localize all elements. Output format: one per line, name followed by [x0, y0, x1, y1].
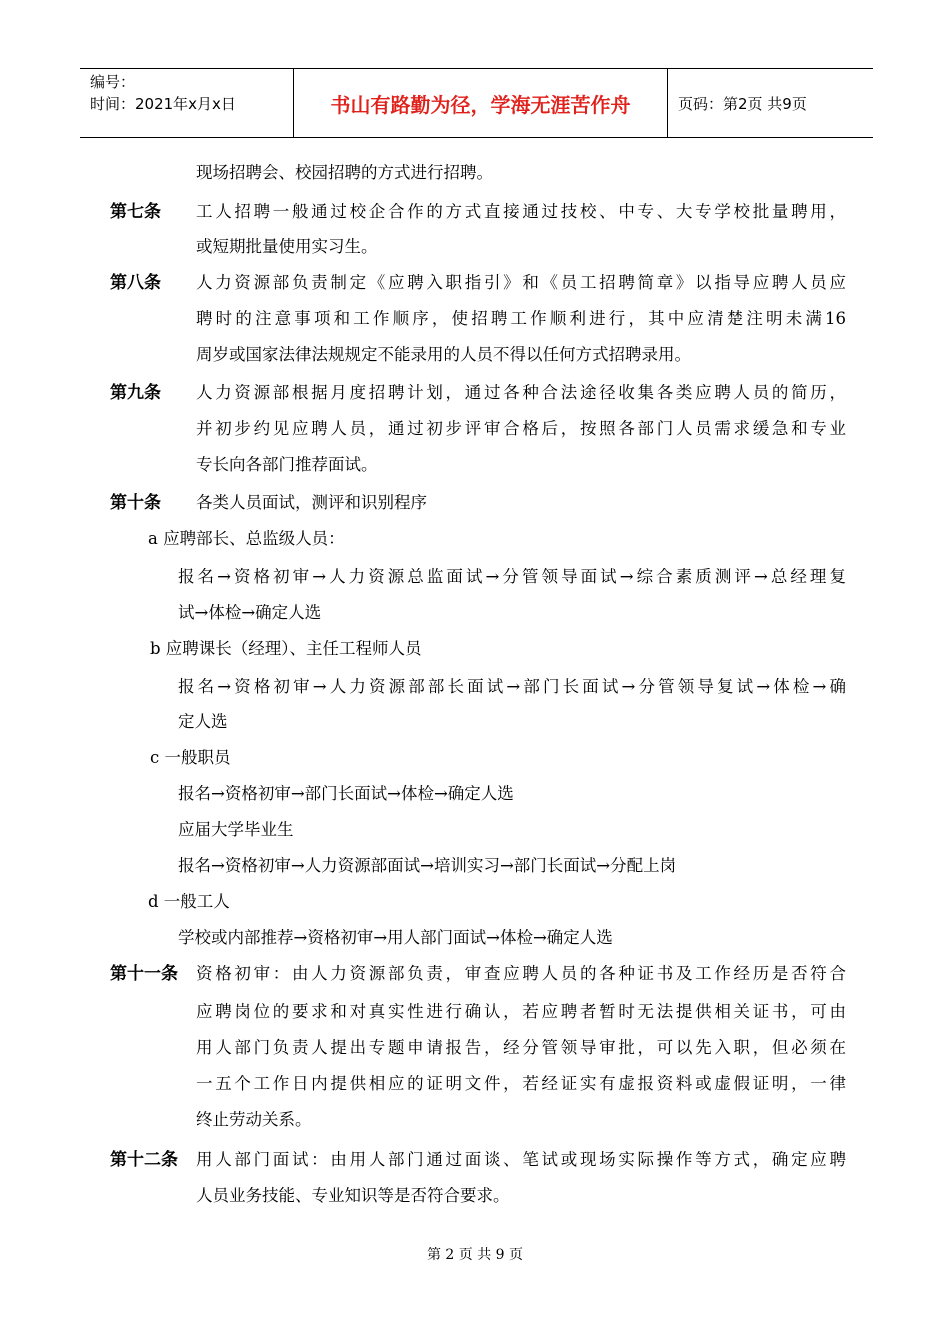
article-7-line: 工人招聘一般通过校企合作的方式直接通过技校、中专、大专学校批量聘用，: [196, 202, 846, 221]
subsection-a-title: a 应聘部长、总监级人员：: [148, 529, 345, 548]
article-11-line: 一五个工作日内提供相应的证明文件，若经证实有虚报资料或虚假证明，一律: [196, 1074, 846, 1093]
article-12-label: 第十二条: [110, 1150, 178, 1170]
article-11-line: 用人部门负责人提出专题申请报告，经分管领导审批，可以先入职，但必须在: [196, 1038, 846, 1057]
article-8-line: 聘时的注意事项和工作顺序，使招聘工作顺利进行，其中应清楚注明未满16: [196, 309, 846, 328]
subsection-d-title: d 一般工人: [148, 892, 230, 911]
subsection-c-line: 报名→资格初审→人力资源部面试→培训实习→部门长面试→分配上岗: [178, 856, 677, 875]
header-meta: [80, 69, 294, 137]
article-8-line: 周岁或国家法律法规规定不能录用的人员不得以任何方式招聘录用。: [196, 345, 691, 364]
subsection-b-line: 定人选: [178, 712, 228, 731]
article-9-line: 并初步约见应聘人员，通过初步评审合格后，按照各部门人员需求缓急和专业: [196, 419, 846, 438]
article-8-label: 第八条: [110, 273, 161, 293]
article-7-label: 第七条: [110, 202, 161, 222]
header-table: [80, 68, 873, 138]
article-11-line: 应聘岗位的要求和对真实性进行确认，若应聘者暂时无法提供相关证书，可由: [196, 1002, 846, 1021]
subsection-b-title: b 应聘课长（经理）、主任工程师人员: [150, 639, 422, 658]
paragraph-line: 现场招聘会、校园招聘的方式进行招聘。: [196, 163, 493, 182]
article-9-line: 专长向各部门推荐面试。: [196, 455, 378, 474]
subsection-a-line: 报名→资格初审→人力资源总监面试→分管领导面试→综合素质测评→总经理复: [178, 567, 846, 586]
article-12-line: 人员业务技能、专业知识等是否符合要求。: [196, 1186, 510, 1205]
article-8-line: 人力资源部负责制定《应聘入职指引》和《员工招聘简章》以指导应聘人员应: [196, 273, 846, 292]
subsection-d-line: 学校或内部推荐→资格初审→用人部门面试→体检→确定人选: [178, 928, 613, 947]
subsection-b-line: 报名→资格初审→人力资源部部长面试→部门长面试→分管领导复试→体检→确: [178, 677, 846, 696]
header-number: 编号：: [90, 73, 136, 91]
article-9-line: 人力资源部根据月度招聘计划，通过各种合法途径收集各类应聘人员的简历，: [196, 383, 846, 402]
article-9-label: 第九条: [110, 383, 161, 403]
header-motto: 书山有路勤为径，学海无涯苦作舟: [294, 69, 668, 137]
article-7-line: 或短期批量使用实习生。: [196, 237, 378, 256]
article-10-line: 各类人员面试，测评和识别程序: [196, 493, 427, 512]
subsection-c-line: 报名→资格初审→部门长面试→体检→确定人选: [178, 784, 514, 803]
article-12-line: 用人部门面试：由用人部门通过面谈、笔试或现场实际操作等方式，确定应聘: [196, 1150, 846, 1169]
article-11-label: 第十一条: [110, 964, 178, 984]
header-page-number: 页码：第2页 共9页: [678, 94, 807, 113]
page-footer: 第 2 页 共 9 页: [426, 1247, 524, 1263]
article-11-line: 终止劳动关系。: [196, 1110, 312, 1129]
subsection-a-line: 试→体检→确定人选: [178, 603, 322, 622]
header-time: 时间：2021年x月x日: [90, 95, 236, 113]
article-10-label: 第十条: [110, 493, 161, 513]
article-11-line: 资格初审：由人力资源部负责，审查应聘人员的各种证书及工作经历是否符合: [196, 964, 846, 983]
subsection-c-title: c 一般职员: [150, 748, 231, 767]
subsection-c-line: 应届大学毕业生: [178, 820, 294, 839]
